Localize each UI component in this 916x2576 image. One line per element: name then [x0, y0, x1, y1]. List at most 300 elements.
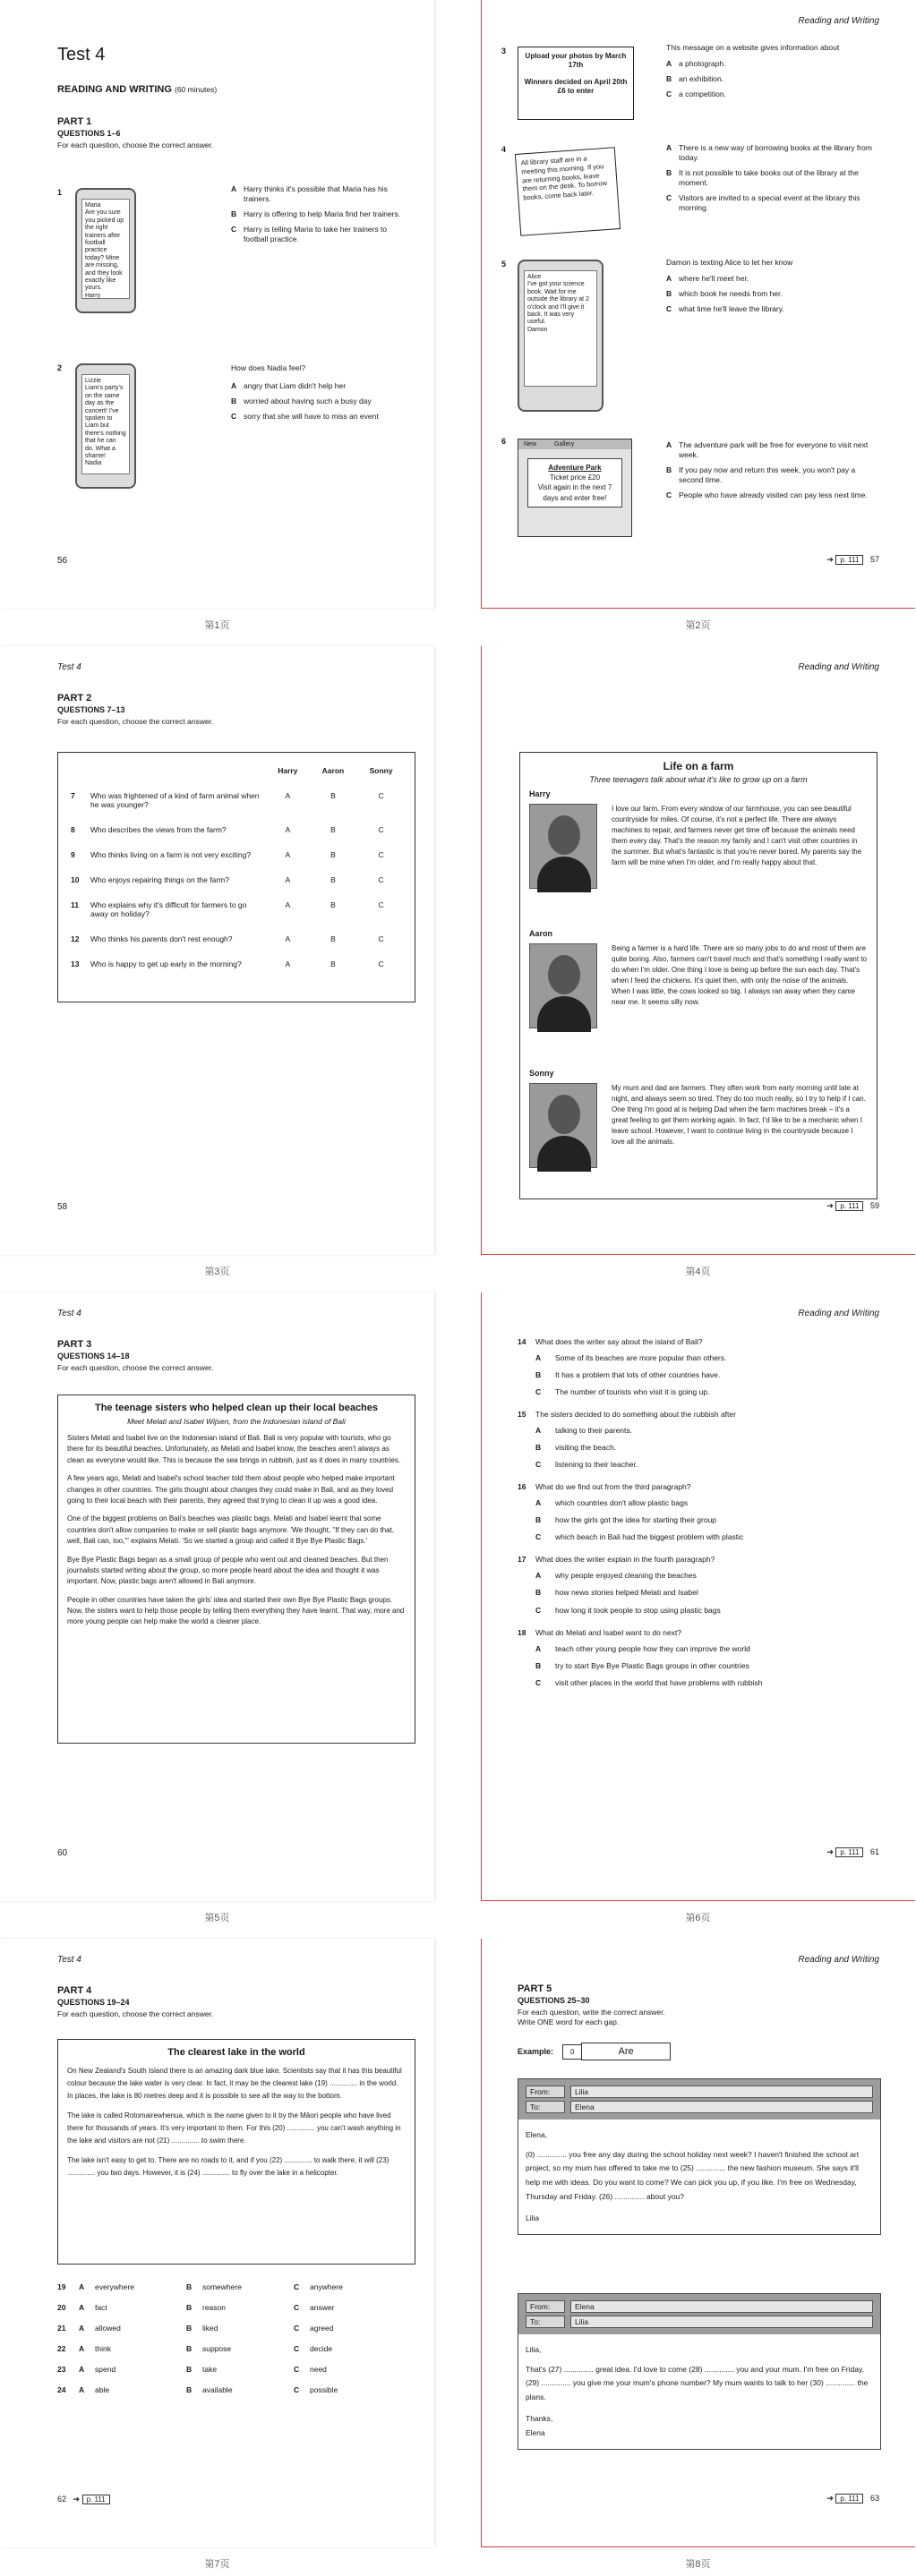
- option-b[interactable]: [518, 1515, 894, 1525]
- article-subtitle: Three teenagers talk about what it's like to grow up on a farm: [589, 775, 808, 784]
- option-letter: B: [186, 2324, 193, 2333]
- page-footer: ➔ p. 111 57: [826, 555, 879, 564]
- option-letter: C: [294, 2324, 300, 2333]
- page-number: 56: [57, 556, 68, 566]
- notice-sign: Upload your photos by March 17th Winners decided on April 20th £6 to enter: [518, 47, 634, 120]
- option-c[interactable]: [294, 2282, 401, 2291]
- section-title: READING AND WRITING (60 minutes): [57, 84, 218, 95]
- page-footer: ➔ p. 111 61: [826, 1847, 879, 1856]
- option-text: listening to their teacher.: [555, 1460, 638, 1470]
- gap-options-row: [57, 2324, 415, 2333]
- question-stem: [518, 1628, 894, 1637]
- person-section: [529, 1069, 868, 1203]
- option-letter: B: [186, 2365, 193, 2374]
- option-text: able: [95, 2385, 110, 2394]
- option-text: everywhere: [95, 2282, 134, 2291]
- gap-options-row: [57, 2365, 415, 2374]
- answer-choice[interactable]: C: [378, 875, 384, 884]
- option-b[interactable]: [518, 1588, 894, 1598]
- from-field: Lilia: [570, 2086, 873, 2098]
- option-text: which beach in Bali had the biggest problem with plastic: [555, 1532, 744, 1542]
- option-a[interactable]: [518, 1644, 894, 1654]
- page-label: 第4页: [685, 1267, 711, 1277]
- answer-choice[interactable]: B: [330, 900, 336, 909]
- article-title: The teenage sisters who helped clean up their local beaches: [94, 1403, 379, 1413]
- option-c[interactable]: C what time he'll leave the library.: [666, 304, 784, 314]
- option-letter: B: [535, 1660, 542, 1670]
- paragraph: The lake isn't easy to get to. There are no roads to it, and if you (22) .............. to walk there, it will (23) .............. you two days. However, it is (24) .............. to fly over the lake in a helicopter.: [67, 2156, 390, 2177]
- answer-ref[interactable]: p. 111: [835, 1847, 863, 1857]
- answer-choice[interactable]: B: [330, 791, 336, 800]
- answer-ref[interactable]: p. 111: [835, 2494, 863, 2503]
- page-60: [0, 1292, 434, 1901]
- option-letter: B: [186, 2344, 193, 2353]
- question-number: 20: [57, 2303, 66, 2312]
- article-title: Life on a farm: [663, 760, 734, 772]
- option-c[interactable]: [518, 1387, 894, 1397]
- option-text: available: [202, 2385, 233, 2394]
- q6-options: [666, 440, 881, 506]
- option-letter: B: [186, 2282, 193, 2291]
- part-heading: PART 1 QUESTIONS 1–6 For each question, choose the correct answer.: [57, 116, 214, 149]
- option-a[interactable]: [79, 2365, 186, 2374]
- option-c[interactable]: [294, 2365, 401, 2374]
- answer-choice[interactable]: C: [378, 791, 384, 800]
- page-label: 第2页: [685, 620, 711, 631]
- page-label: 第8页: [685, 2559, 711, 2570]
- option-text: Some of its beaches are more popular than others.: [555, 1353, 727, 1362]
- page-footer: ➔ p. 111 59: [826, 1201, 879, 1210]
- option-text: how the girls got the idea for starting their group: [555, 1515, 717, 1525]
- option-letter: B: [186, 2303, 193, 2312]
- photo-body: [537, 857, 591, 892]
- table-row: [67, 926, 406, 951]
- answer-choice[interactable]: C: [378, 900, 384, 909]
- question-number: 17: [518, 1555, 526, 1565]
- option-text: try to start Bye Bye Plastic Bags groups in other countries: [555, 1660, 749, 1670]
- question-number: 5: [501, 260, 507, 269]
- option-b[interactable]: [186, 2282, 294, 2291]
- person-section: [529, 929, 868, 1063]
- part-heading: PART 4 QUESTIONS 19–24 For each question, choose the correct answer.: [57, 1985, 214, 2018]
- question-text: What do Melati and Isabel want to do next?: [535, 1627, 682, 1637]
- page-58: [0, 646, 434, 1255]
- option-letter: A: [535, 1498, 542, 1508]
- answer-choice[interactable]: A: [285, 934, 291, 943]
- page-footer: 62 ➔ p. 111: [57, 2495, 110, 2504]
- page-label: 第3页: [204, 1267, 230, 1277]
- page-63: [481, 1939, 915, 2547]
- mc-question: [518, 1482, 894, 1542]
- option-letter: C: [294, 2365, 300, 2374]
- option-letter: C: [535, 1532, 542, 1542]
- phone-message: Alice I've got your science book. Wait for me outside the library at 2 o'clock and I'll give it back. It was very useful. Damon: [518, 260, 604, 412]
- option-letter: A: [535, 1571, 542, 1581]
- gap-options-row: [57, 2282, 415, 2291]
- option-a[interactable]: A a photograph.: [666, 59, 726, 68]
- option-c[interactable]: C People who have already visited can pay less next time.: [666, 490, 868, 500]
- answer-choice[interactable]: C: [378, 934, 384, 943]
- paragraph: One of the biggest problems on Bali's beaches was plastic bags. Melati and Isabel learnt that some countries don't allow companies to make or sell plastic bags anymore. 'We thought, "If they can do that, well, Bali can, too,"' explains Melati. 'So we started a group and called it Bye Bye Plastic Bags.': [67, 1514, 395, 1546]
- question-text: What does the writer say about the island of Bali?: [535, 1337, 703, 1346]
- option-text: possible: [310, 2385, 338, 2394]
- option-b[interactable]: B which book he needs from her.: [666, 289, 783, 299]
- person-name: Aaron: [529, 929, 553, 938]
- option-c[interactable]: [518, 1678, 894, 1688]
- paragraph: Bye Bye Plastic Bags began as a small group of people who went out and cleaned beaches. But then journalists started writing about the group, so more people heard about the idea and thought it was important. Now, plastic bags aren't allowed in Bali anymore.: [67, 1555, 389, 1586]
- answer-choice[interactable]: A: [285, 960, 291, 968]
- option-a[interactable]: [79, 2344, 186, 2353]
- option-text: visiting the beach.: [555, 1443, 617, 1453]
- question-stem: [518, 1482, 894, 1491]
- answer-choice[interactable]: B: [330, 960, 336, 968]
- question-number: 24: [57, 2385, 66, 2394]
- question-number: 16: [518, 1482, 526, 1492]
- answer-choice[interactable]: A: [285, 850, 291, 859]
- page-label: 第7页: [204, 2559, 230, 2570]
- question-stem: [518, 1555, 894, 1564]
- option-b[interactable]: B an exhibition.: [666, 74, 724, 84]
- question-number: 21: [57, 2324, 66, 2333]
- answer-choice[interactable]: B: [330, 934, 336, 943]
- running-header: Test 4: [57, 1955, 81, 1965]
- option-a[interactable]: A angry that Liam didn't help her: [231, 381, 347, 390]
- running-header: Test 4: [57, 1309, 81, 1318]
- answer-choice[interactable]: C: [378, 825, 384, 834]
- spread-3: [0, 1292, 916, 1923]
- option-a[interactable]: [518, 1498, 894, 1508]
- question-text: What do we find out from the third paragraph?: [535, 1482, 691, 1492]
- question-number: 6: [501, 437, 507, 446]
- gap-options-row: [57, 2303, 415, 2312]
- answer-choice[interactable]: A: [285, 791, 291, 800]
- option-text: spend: [95, 2365, 116, 2374]
- page-61: [481, 1292, 915, 1901]
- option-a[interactable]: [79, 2385, 186, 2394]
- option-c[interactable]: [518, 1532, 894, 1542]
- option-letter: C: [535, 1677, 542, 1687]
- table-row: [67, 892, 406, 926]
- question-number: 22: [57, 2344, 66, 2353]
- spread-1: [0, 0, 916, 631]
- table-row: [67, 817, 406, 842]
- phone-message: Maria Are you sure you picked up the right trainers after football practice today? Mine are missing, and they look exactly like yours. Harry: [75, 188, 136, 313]
- option-b[interactable]: B worried about having such a busy day: [231, 397, 372, 406]
- person-text: My mum and dad are farmers. They often work from early morning until late at night, and always seem so tired. They do too much really, so I try to help if I can. One thing I'm good at is helping Dad when the farm machines break – it's a great feeling to get them working again. In fact, I'd like to be a mechanic when I leave school. However, I want to continue living in the countryside because I love all the animals.: [612, 1084, 866, 1146]
- question-number: 3: [501, 47, 507, 55]
- running-header: Reading and Writing: [798, 16, 879, 26]
- running-header: Test 4: [57, 662, 81, 672]
- photo-head: [548, 955, 580, 994]
- option-b[interactable]: B If you pay now and return this week, you won't pay a second time.: [666, 465, 856, 485]
- spread-4: [0, 1939, 916, 2570]
- option-letter: B: [535, 1370, 542, 1380]
- option-a[interactable]: [518, 1571, 894, 1581]
- question-text: Who enjoys repairing things on the farm?: [90, 875, 229, 884]
- answer-choice[interactable]: A: [285, 825, 291, 834]
- option-b[interactable]: [518, 1370, 894, 1380]
- running-header: Reading and Writing: [798, 662, 879, 672]
- question-number: 4: [501, 145, 507, 154]
- option-letter: A: [79, 2365, 85, 2374]
- question-number: 18: [518, 1627, 526, 1637]
- question-number: 1: [57, 188, 63, 197]
- option-letter: A: [79, 2282, 85, 2291]
- phone-message: Lizzie Liam's party's on the same day as the concert! I've spoken to Liam but there's nothing that he can do. What a shame! Nadia: [75, 363, 136, 489]
- person-section: [529, 789, 868, 924]
- table-row: [67, 951, 406, 977]
- part-heading: PART 5 QUESTIONS 25–30 For each question, write the correct answer. Write ONE word for each gap.: [518, 1983, 665, 2026]
- option-text: agreed: [310, 2324, 334, 2333]
- option-c[interactable]: C Harry is telling Maria to take her trainers to football practice.: [231, 225, 388, 244]
- paragraph: People in other countries have taken the girls' idea and started their own Bye Bye Plastic Bags groups. Now, the sisters want to help those people by telling them everything they have learnt. That way, more and more young people can help make the world a cleaner place.: [67, 1595, 405, 1626]
- option-c[interactable]: C a competition.: [666, 90, 726, 99]
- q1-options: [231, 184, 410, 250]
- page-57: [481, 0, 915, 609]
- option-letter: B: [535, 1443, 542, 1453]
- page-label: 第1页: [204, 620, 230, 631]
- question-text: Who describes the views from the farm?: [90, 825, 227, 834]
- question-number: 15: [518, 1410, 526, 1420]
- option-b[interactable]: [186, 2344, 294, 2353]
- option-text: think: [95, 2344, 111, 2353]
- option-a[interactable]: [518, 1426, 894, 1436]
- person-text: Being a farmer is a hard life. There are so many jobs to do and most of them are quite boring. Also, farmers can't travel much and that's something I really want to do when I'm older. One thing I love is being up before the sun each day. That's when I feed the chickens. It's quiet then, with only the noise of the animals. When I was little, the cows looked so big. I always ran away when they came near me. It seems silly now.: [612, 944, 867, 1006]
- question-text: Who explains why it's difficult for farmers to go away on holiday?: [90, 900, 247, 918]
- answer-choice[interactable]: B: [330, 850, 336, 859]
- question-stem: [518, 1337, 894, 1346]
- gap-options-row: [57, 2344, 415, 2353]
- question-text: Who thinks his parents don't rest enough?: [90, 934, 233, 943]
- browser-window: New Gallery Adventure Park Ticket price £20 Visit again in the next 7 days and enter free!: [518, 439, 632, 537]
- option-a[interactable]: [79, 2324, 186, 2333]
- option-text: which countries don't allow plastic bags: [555, 1498, 689, 1508]
- from-field: Elena: [570, 2300, 873, 2313]
- answer-choice[interactable]: B: [330, 875, 336, 884]
- option-text: allowed: [95, 2324, 121, 2333]
- spread-2: [0, 646, 916, 1277]
- photo-head: [548, 815, 580, 855]
- example-row: Example: 0 Are: [518, 2043, 671, 2060]
- option-letter: C: [294, 2282, 300, 2291]
- option-b[interactable]: [186, 2324, 294, 2333]
- table-row: [67, 867, 406, 892]
- option-letter: A: [79, 2324, 85, 2333]
- page-footer: ➔ p. 111 63: [826, 2494, 879, 2503]
- question-number: 8: [71, 825, 75, 834]
- paragraph: The lake is called Rotomairewhenua, which is the name given to it by the Māori people who have lived there for thousands of years. It's very important to them. For this (20) .............. you can't wash anything in the lake and visitors are not (21) .............. to swim there.: [67, 2111, 401, 2145]
- gap-options-row: [57, 2385, 415, 2394]
- test-title: Test 4: [57, 45, 106, 64]
- option-b[interactable]: [186, 2385, 294, 2394]
- to-field: Elena: [570, 2101, 873, 2113]
- question-number: 23: [57, 2365, 66, 2374]
- q4-options: [666, 143, 881, 218]
- option-letter: B: [186, 2385, 193, 2394]
- question-number: 9: [71, 850, 75, 859]
- option-text: fact: [95, 2303, 107, 2312]
- paragraph: On New Zealand's South Island there is an amazing dark blue lake. Scientists say that it has this beautiful colour because the lake water is very clear. In fact, it may be the clearest lake (19) .............. in the world. In places, the lake is 80 metres deep and it is possible to see all the way to the bottom.: [67, 2067, 402, 2100]
- person-photo: [529, 804, 597, 889]
- answer-choice[interactable]: A: [285, 900, 291, 909]
- option-letter: C: [294, 2303, 300, 2312]
- option-letter: B: [535, 1588, 542, 1598]
- option-letter: B: [535, 1515, 542, 1525]
- option-text: answer: [310, 2303, 335, 2312]
- option-b[interactable]: B Harry is offering to help Maria find her trainers.: [231, 209, 401, 219]
- option-letter: A: [79, 2385, 85, 2394]
- option-a[interactable]: [518, 1353, 894, 1363]
- question-number: 11: [71, 900, 79, 909]
- answer-ref[interactable]: p. 111: [835, 555, 863, 565]
- answer-choice[interactable]: C: [378, 850, 384, 859]
- mc-question: [518, 1337, 894, 1397]
- person-text: I love our farm. From every window of our farmhouse, you can see beautiful countryside for miles. Of course, it's not a perfect life. There are always machines to repair, and farmers never get time off because the animals need them every day. That's the reason my family and I can't visit other countries in the summer. But what's fantastic is that you're never bored. My parents say the farm will be mine when I'm older, and I'm really happy about that.: [612, 805, 862, 866]
- library-notice: All library staff are in a meeting this morning. If you are returning books, leave them on the desk. To borrow books, come back later.: [515, 147, 621, 236]
- question-number: 19: [57, 2282, 66, 2291]
- option-text: reason: [202, 2303, 226, 2312]
- part-heading: PART 2 QUESTIONS 7–13 For each question, choose the correct answer.: [57, 693, 214, 726]
- question-number: 14: [518, 1337, 526, 1346]
- photo-body: [537, 996, 591, 1032]
- option-c[interactable]: C sorry that she will have to miss an event: [231, 412, 379, 422]
- option-c[interactable]: C Visitors are invited to a special event at the library this morning.: [666, 193, 860, 213]
- page-label: 第6页: [685, 1913, 711, 1923]
- article-title: The clearest lake in the world: [167, 2047, 305, 2058]
- option-text: how news stories helped Melati and Isabel: [555, 1588, 698, 1598]
- part-heading: PART 3 QUESTIONS 14–18 For each question, choose the correct answer.: [57, 1339, 214, 1372]
- page-label: 第5页: [204, 1913, 230, 1923]
- q3-options: This message on a website gives information about A a photograph. B an exhibition. C a competition.: [666, 43, 881, 105]
- page-56: [0, 0, 434, 609]
- option-c[interactable]: [294, 2385, 401, 2394]
- answer-choice[interactable]: B: [330, 825, 336, 834]
- person-photo: [529, 943, 597, 1028]
- example-answer: Are: [581, 2043, 670, 2060]
- option-text: visit other places in the world that have problems with rubbish: [555, 1677, 763, 1687]
- page-62: [0, 1939, 434, 2547]
- question-text: Who is happy to get up early in the morning?: [90, 960, 242, 968]
- photo-body: [537, 1136, 591, 1172]
- question-number: 10: [71, 875, 80, 884]
- option-text: decide: [310, 2344, 333, 2353]
- option-text: teach other young people how they can improve the world: [555, 1643, 750, 1653]
- mc-question: [518, 1410, 894, 1470]
- option-letter: A: [79, 2303, 85, 2312]
- option-c[interactable]: [294, 2324, 401, 2333]
- option-letter: A: [535, 1426, 542, 1436]
- option-letter: C: [294, 2385, 300, 2394]
- option-a[interactable]: A Harry thinks it's possible that Maria has his trainers.: [231, 184, 388, 204]
- paragraph: Sisters Melati and Isabel live on the Indonesian island of Bali. Bali is very popular with tourists, who go there for its beautiful beaches. Unfortunately, as Melati and Isabel know, the beaches aren't always as clean as everyone would like. This is because the sea brings in rubbish, just as it does in many countries.: [67, 1434, 401, 1464]
- article-box: [519, 752, 877, 1199]
- ticket-notice: Adventure Park Ticket price £20 Visit again in the next 7 days and enter free!: [527, 458, 622, 508]
- email-2: From: Elena To: Lilia Lilia, That's (27) .............. great idea. I'd love to come (28) .............. you and your mum. I'm free on Friday. (29) .............. you give me your mum's phone number? My mum wants to talk to her (30) .............. the plans. Thanks, Elena: [518, 2293, 881, 2450]
- running-header: Reading and Writing: [798, 1309, 879, 1318]
- option-text: anywhere: [310, 2282, 343, 2291]
- question-number: 7: [71, 791, 75, 800]
- option-letter: C: [535, 1460, 542, 1470]
- option-text: liked: [202, 2324, 218, 2333]
- option-c[interactable]: [518, 1606, 894, 1616]
- option-a[interactable]: A There is a new way of borrowing books at the library from today.: [666, 143, 872, 163]
- question-number: 12: [71, 934, 80, 943]
- page-number: 60: [57, 1848, 68, 1858]
- answer-ref[interactable]: p. 111: [835, 1201, 863, 1211]
- question-stem: [518, 1410, 894, 1419]
- page-59: [481, 646, 915, 1255]
- option-text: how long it took people to stop using plastic bags: [555, 1605, 721, 1615]
- email-1: From: Lilia To: Elena Elena, (0) .............. you free any day during the school holiday next week? I haven't finished the school art project, so my mum has offered to take me to (25) .............. the new fashion museum. She says it'll help me with ideas. Do you want to come? We can pick you up, if you like. I'm free on Wednesday, Thursday and Friday. (26) .............. about you? Lilia: [518, 2078, 881, 2235]
- question-text: Who was frightened of a kind of farm animal when he was younger?: [90, 791, 260, 809]
- answer-choice[interactable]: A: [285, 875, 291, 884]
- mc-question: [518, 1628, 894, 1688]
- option-letter: A: [79, 2344, 85, 2353]
- option-b[interactable]: [518, 1443, 894, 1453]
- option-text: need: [310, 2365, 327, 2374]
- option-b[interactable]: B It is not possible to take books out of the library at the moment.: [666, 168, 859, 188]
- q2-options: How does Nadia feel? A angry that Liam didn't help her B worried about having such a busy day C sorry that she will have to miss an event: [231, 363, 410, 427]
- option-a[interactable]: A where he'll meet her.: [666, 274, 749, 283]
- paragraph: A few years ago, Melati and Isabel's school teacher told them about people who helped make important changes in other countries. The girls thought about changes they could make in Bali, and as they loved going to their local beach with their parents, they agreed that trying to clean it up was a good idea.: [67, 1474, 395, 1505]
- table-row: [67, 783, 406, 817]
- question-text: What does the writer explain in the fourth paragraph?: [535, 1555, 715, 1565]
- question-number: 13: [71, 960, 80, 968]
- table-row: [67, 842, 406, 867]
- option-text: suppose: [202, 2344, 232, 2353]
- person-name: Sonny: [529, 1069, 554, 1078]
- to-field: Lilia: [570, 2316, 873, 2328]
- question-number: 2: [57, 363, 63, 372]
- option-text: talking to their parents.: [555, 1426, 632, 1436]
- page-number: 58: [57, 1202, 68, 1212]
- option-text: somewhere: [202, 2282, 242, 2291]
- running-header: Reading and Writing: [798, 1955, 879, 1965]
- mc-question: [518, 1555, 894, 1615]
- option-text: take: [202, 2365, 218, 2374]
- person-name: Harry: [529, 789, 551, 798]
- option-a[interactable]: [79, 2303, 186, 2312]
- article-box: [57, 1395, 415, 1744]
- q5-options: Damon is texting Alice to let her know A where he'll meet her. B which book he needs from her. C what time he'll leave the library.: [666, 258, 881, 320]
- option-c[interactable]: [294, 2303, 401, 2312]
- option-letter: C: [535, 1605, 542, 1615]
- option-b[interactable]: [186, 2303, 294, 2312]
- option-text: It has a problem that lots of other countries have.: [555, 1370, 721, 1380]
- option-letter: A: [535, 1353, 542, 1362]
- photo-head: [548, 1095, 580, 1134]
- option-text: why people enjoyed cleaning the beaches: [555, 1571, 697, 1581]
- answer-choice[interactable]: C: [378, 960, 384, 968]
- matching-table: Harry Aaron Sonny 7 Who was frightened of a kind of farm animal when he was younger? A B C 8 Who describes the views from the farm? A B C 9 Who thinks living on a farm is not very exciting? A B C 10 Who enjoys repairing things on the farm? A B C 11 Who explains why it's difficult for farmers to go away on holiday? A B C 12 Who thinks his parents don't rest enough? A B C 13 Who is happy to get up early in the morning? A B C: [57, 752, 415, 1002]
- option-a[interactable]: A The adventure park will be free for everyone to visit next week.: [666, 440, 869, 460]
- person-photo: [529, 1083, 597, 1168]
- question-text: The sisters decided to do something about the rubbish after: [535, 1410, 736, 1420]
- article-box: [57, 2039, 415, 2265]
- option-c[interactable]: [294, 2344, 401, 2353]
- option-letter: A: [535, 1643, 542, 1653]
- option-letter: C: [535, 1387, 542, 1397]
- article-subtitle: Meet Melati and Isabel Wijsen, from the Indonesian island of Bali: [127, 1417, 346, 1426]
- option-c[interactable]: [518, 1460, 894, 1470]
- option-letter: C: [294, 2344, 300, 2353]
- option-text: The number of tourists who visit it is going up.: [555, 1387, 710, 1397]
- option-a[interactable]: [79, 2282, 186, 2291]
- question-text: Who thinks living on a farm is not very exciting?: [90, 850, 252, 859]
- option-b[interactable]: [186, 2365, 294, 2374]
- answer-ref[interactable]: p. 111: [82, 2495, 110, 2504]
- option-b[interactable]: [518, 1661, 894, 1671]
